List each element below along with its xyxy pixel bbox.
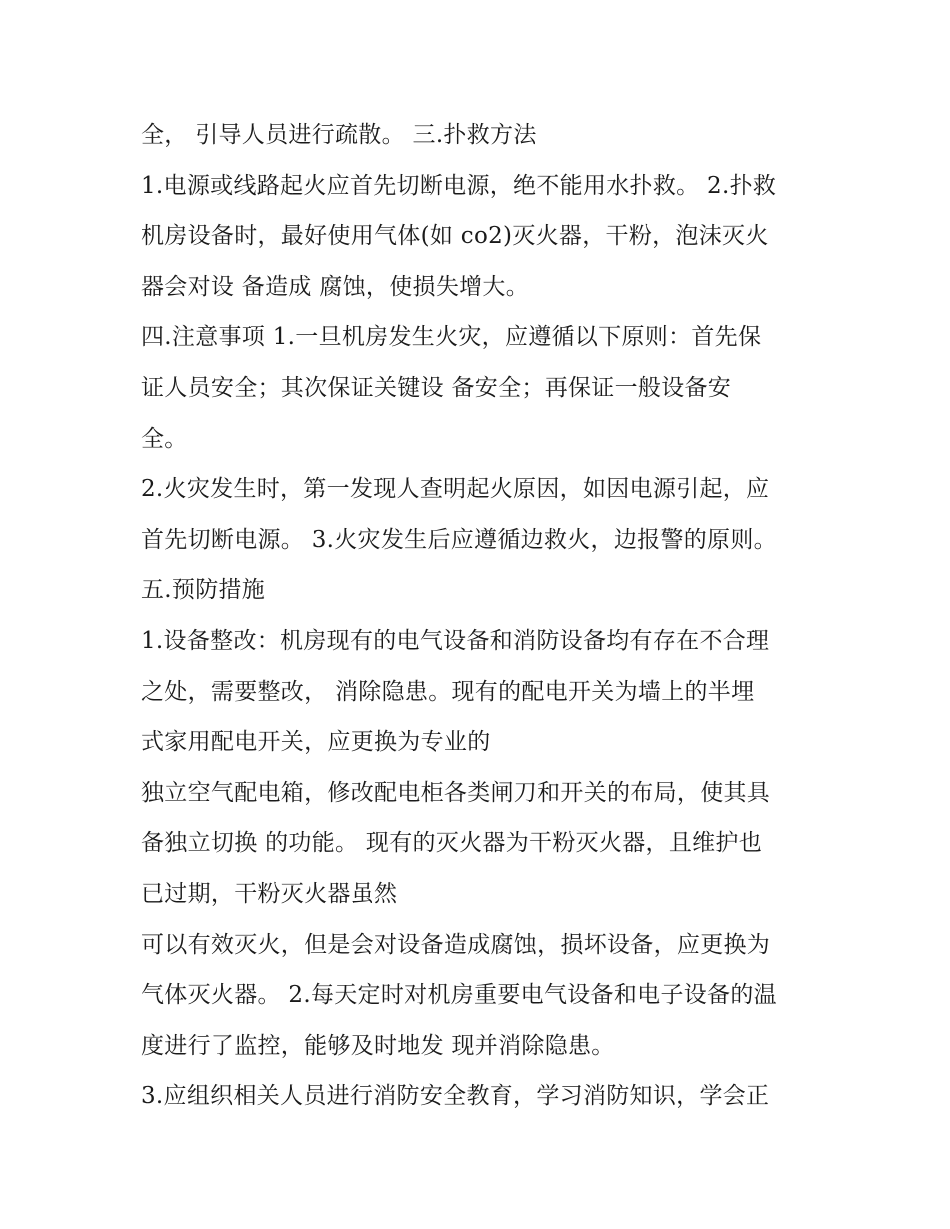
- text-line: 全。: [141, 425, 188, 452]
- text-line: 3.应组织相关人员进行消防安全教育，学习消防知识，学会正: [141, 1083, 770, 1110]
- text-line: 度进行了监控，能够及时地发 现并消除隐患。: [141, 1032, 615, 1059]
- text-line: 2.火灾发生时，第一发现人查明起火原因，如因电源引起，应: [141, 476, 770, 503]
- text-line: 四.注意事项 1.一旦机房发生火灾，应遵循以下原则：首先保: [141, 324, 762, 351]
- text-line: 证人员安全；其次保证关键设 备安全；再保证一般设备安: [141, 374, 732, 401]
- text-line: 1.电源或线路起火应首先切断电源，绝不能用水扑救。 2.扑救: [141, 172, 777, 199]
- text-line: 机房设备时，最好使用气体(如 co2)灭火器，干粉，泡沫灭火: [141, 223, 769, 250]
- text-line: 可以有效灭火，但是会对设备造成腐蚀，损坏设备，应更换为: [141, 931, 771, 958]
- text-line: 全， 引导人员进行疏散。 三.扑救方法: [141, 122, 537, 148]
- text-line: 备独立切换 的功能。 现有的灭火器为干粉灭火器，且维护也: [141, 830, 763, 857]
- body-text: [141, 110, 831, 1122]
- text-line: 独立空气配电箱，修改配电柜各类闸刀和开关的布局，使其具: [141, 779, 771, 806]
- text-line: 气体灭火器。 2.每天定时对机房重要电气设备和电子设备的温: [141, 982, 777, 1009]
- text-line: 五.预防措施: [141, 577, 266, 604]
- text-line: 已过期，干粉灭火器虽然: [141, 880, 398, 907]
- text-line: 首先切断电源。 3.火灾发生后应遵循边救火，边报警的原则。: [141, 526, 777, 553]
- text-line: 器会对设 备造成 腐蚀，使损失增大。: [141, 273, 530, 300]
- text-line: 式家用配电开关，应更换为专业的: [141, 729, 491, 756]
- text-line: 之处，需要整改， 消除隐患。现有的配电开关为墙上的半埋: [141, 678, 755, 705]
- text-line: 1.设备整改：机房现有的电气设备和消防设备均有存在不合理: [141, 627, 770, 654]
